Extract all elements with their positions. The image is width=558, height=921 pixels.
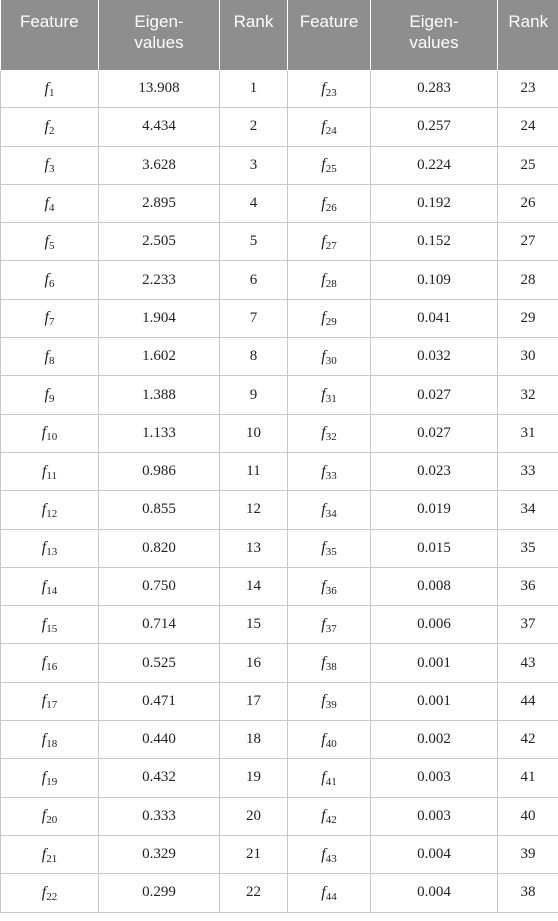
feature-index: 19 [46,775,58,788]
eigenvalue-cell: 2.895 [99,184,220,222]
feature-symbol: f [41,845,47,863]
feature-symbol: f [44,117,49,135]
rank-cell: 14 [220,567,288,605]
feature-symbol: f [44,309,49,327]
feature-index: 13 [46,546,58,559]
rank-cell: 32 [498,376,558,414]
rank-cell: 29 [498,299,558,337]
feature-symbol: f [321,577,326,595]
rank-cell: 38 [498,874,558,912]
feature-symbol: f [321,79,326,97]
feature-symbol: f [321,424,326,442]
rank-cell: 44 [498,682,558,720]
eigenvalue-cell: 2.233 [99,261,220,299]
rank-cell: 41 [498,759,558,797]
feature-symbol: f [321,768,326,786]
eigenvalue-cell: 0.027 [371,414,498,452]
rank-cell: 31 [498,414,558,452]
header-line: Eigen- [134,12,184,31]
eigenvalue-cell: 0.002 [371,721,498,759]
rank-cell: 28 [498,261,558,299]
feature-index: 24 [325,124,337,137]
feature-index: 2 [48,124,55,137]
eigenvalue-cell: 0.003 [371,797,498,835]
feature-cell [288,452,371,490]
table-row [1,759,558,797]
eigenvalue-cell: 0.023 [371,452,498,490]
eigenvalue-cell: 0.855 [99,491,220,529]
feature-index: 42 [325,814,337,827]
table-row [1,452,558,490]
eigenvalue-cell: 0.109 [371,261,498,299]
table-row [1,376,558,414]
rank-cell: 6 [220,261,288,299]
rank-cell: 25 [498,146,558,184]
eigenvalue-cell: 0.714 [99,606,220,644]
table-row [1,108,558,146]
feature-symbol: f [41,577,47,595]
feature-symbol: f [44,79,49,97]
feature-header [1,0,99,70]
feature-symbol: f [41,615,47,633]
eigenvalue-cell: 0.525 [99,644,220,682]
feature-cell [288,567,371,605]
rank-cell: 24 [498,108,558,146]
eigenvalue-cell: 0.003 [371,759,498,797]
feature-cell [288,529,371,567]
feature-cell [1,223,99,261]
feature-cell [1,108,99,146]
header-line: Eigen- [409,12,459,31]
header-line: Rank [233,12,274,31]
feature-index: 43 [325,852,337,865]
rank-cell: 35 [498,529,558,567]
feature-index: 28 [325,278,337,291]
feature-cell [288,835,371,873]
eigenvalues-header [99,0,220,70]
table-row [1,146,558,184]
rank-cell: 19 [220,759,288,797]
feature-symbol: f [41,730,47,748]
feature-cell [1,414,99,452]
feature-index: 37 [325,622,337,635]
feature-index: 9 [48,393,55,406]
eigenvalue-cell: 0.001 [371,644,498,682]
eigenvalue-cell: 0.432 [99,759,220,797]
feature-index: 1 [48,86,55,99]
feature-symbol: f [321,156,326,174]
feature-cell [288,491,371,529]
header-line: values [134,33,184,52]
rank-cell: 5 [220,223,288,261]
eigenvalue-cell: 4.434 [99,108,220,146]
feature-index: 12 [46,507,58,520]
feature-symbol: f [41,500,47,518]
eigenvalue-cell: 0.986 [99,452,220,490]
feature-cell [1,606,99,644]
rank-cell: 1 [220,70,288,108]
feature-cell [1,644,99,682]
feature-symbol: f [321,462,326,480]
feature-index: 27 [325,239,337,252]
feature-cell [288,376,371,414]
feature-symbol: f [41,539,47,557]
feature-index: 34 [325,507,337,520]
feature-index: 26 [325,201,337,214]
rank-cell: 30 [498,338,558,376]
feature-symbol: f [321,117,326,135]
feature-index: 31 [325,393,337,406]
feature-symbol: f [41,462,47,480]
feature-index: 16 [46,661,58,674]
table-row [1,721,558,759]
feature-symbol: f [321,500,326,518]
rank-cell: 3 [220,146,288,184]
feature-symbol: f [321,347,326,365]
feature-cell [1,835,99,873]
eigenvalue-cell: 1.388 [99,376,220,414]
eigenvalue-cell: 0.820 [99,529,220,567]
feature-cell [288,70,371,108]
table-body [1,70,558,912]
table-row [1,529,558,567]
rank-cell: 26 [498,184,558,222]
rank-cell: 17 [220,682,288,720]
rank-cell: 7 [220,299,288,337]
eigenvalue-cell: 0.299 [99,874,220,912]
feature-index: 39 [325,699,337,712]
feature-cell [1,682,99,720]
table-row [1,797,558,835]
feature-cell [288,797,371,835]
feature-index: 7 [48,316,55,329]
eigenvalue-cell: 0.257 [371,108,498,146]
feature-symbol: f [321,309,326,327]
rank-cell: 11 [220,452,288,490]
feature-index: 35 [325,546,337,559]
feature-cell [1,70,99,108]
feature-cell [1,184,99,222]
feature-index: 40 [325,737,337,750]
feature-cell [288,299,371,337]
feature-symbol: f [44,386,49,404]
rank-cell: 15 [220,606,288,644]
eigenvalue-cell: 0.006 [371,606,498,644]
table-row [1,682,558,720]
rank-cell: 2 [220,108,288,146]
eigenvalue-cell: 0.019 [371,491,498,529]
feature-cell [1,376,99,414]
rank-header-2 [498,0,558,70]
feature-cell [288,184,371,222]
rank-cell: 8 [220,338,288,376]
feature-symbol: f [41,883,47,901]
feature-index: 6 [48,278,55,291]
feature-symbol: f [41,424,47,442]
table-row [1,184,558,222]
feature-index: 4 [48,201,55,214]
feature-index: 33 [325,469,337,482]
feature-symbol: f [321,730,326,748]
eigenvalue-cell: 0.004 [371,835,498,873]
feature-cell [1,529,99,567]
table-row [1,567,558,605]
feature-index: 23 [325,86,337,99]
rank-header [220,0,288,70]
feature-symbol: f [321,615,326,633]
feature-cell [1,261,99,299]
rank-cell: 12 [220,491,288,529]
feature-cell [288,223,371,261]
table-row [1,70,558,108]
header-line: Feature [299,12,359,31]
eigenvalue-cell: 0.283 [371,70,498,108]
feature-symbol: f [321,807,326,825]
table-header [1,0,558,70]
feature-cell [1,721,99,759]
rank-cell: 13 [220,529,288,567]
rank-cell: 16 [220,644,288,682]
eigenvalue-cell: 0.004 [371,874,498,912]
feature-symbol: f [41,692,47,710]
eigenvalue-cell: 0.224 [371,146,498,184]
feature-cell [288,644,371,682]
feature-symbol: f [41,768,47,786]
rank-cell: 34 [498,491,558,529]
header-line: values [409,33,459,52]
rank-cell: 18 [220,721,288,759]
table-row [1,835,558,873]
feature-index: 10 [46,431,58,444]
eigenvalue-cell: 0.015 [371,529,498,567]
rank-cell: 39 [498,835,558,873]
feature-symbol: f [44,232,49,250]
rank-cell: 23 [498,70,558,108]
eigenvalue-cell: 3.628 [99,146,220,184]
feature-index: 3 [48,163,55,176]
feature-cell [1,874,99,912]
feature-index: 8 [48,354,55,367]
feature-cell [1,299,99,337]
feature-symbol: f [321,692,326,710]
table-row [1,491,558,529]
table-row [1,874,558,912]
rank-cell: 42 [498,721,558,759]
table-row [1,644,558,682]
feature-index: 14 [46,584,58,597]
rank-cell: 22 [220,874,288,912]
feature-index: 17 [46,699,58,712]
eigenvalue-cell: 0.750 [99,567,220,605]
feature-symbol: f [44,271,49,289]
table-row [1,223,558,261]
table-row [1,299,558,337]
rank-cell: 36 [498,567,558,605]
feature-index: 30 [325,354,337,367]
feature-index: 5 [48,239,55,252]
feature-cell [288,338,371,376]
eigenvalue-cell: 0.032 [371,338,498,376]
feature-index: 11 [46,469,58,482]
eigenvalue-cell: 0.027 [371,376,498,414]
eigenvalue-cell: 1.904 [99,299,220,337]
eigenvalues-header-2 [371,0,498,70]
eigenvalue-cell: 2.505 [99,223,220,261]
feature-index: 18 [46,737,58,750]
feature-symbol: f [44,194,49,212]
feature-cell [288,414,371,452]
feature-cell [288,874,371,912]
feature-symbol: f [321,539,326,557]
feature-cell [1,491,99,529]
rank-cell: 43 [498,644,558,682]
feature-cell [1,759,99,797]
feature-index: 22 [46,890,58,903]
feature-symbol: f [41,654,47,672]
feature-symbol: f [44,156,49,174]
feature-symbol: f [41,807,47,825]
feature-index: 38 [325,661,337,674]
feature-symbol: f [321,194,326,212]
feature-symbol: f [44,347,49,365]
eigenvalue-cell: 0.333 [99,797,220,835]
feature-symbol: f [321,883,326,901]
feature-index: 20 [46,814,58,827]
feature-symbol: f [321,386,326,404]
feature-symbol: f [321,232,326,250]
table-row [1,338,558,376]
feature-index: 44 [325,890,337,903]
feature-symbol: f [321,845,326,863]
eigenvalue-cell: 1.133 [99,414,220,452]
eigenvalue-cell: 0.001 [371,682,498,720]
feature-symbol: f [321,271,326,289]
rank-cell: 4 [220,184,288,222]
eigenvalue-cell: 0.152 [371,223,498,261]
header-line: Feature [19,12,79,31]
eigenvalue-cell: 0.192 [371,184,498,222]
feature-cell [1,452,99,490]
feature-cell [288,146,371,184]
eigenvalue-cell: 0.329 [99,835,220,873]
feature-index: 25 [325,163,337,176]
eigenvalue-cell: 0.041 [371,299,498,337]
feature-index: 36 [325,584,337,597]
feature-cell [288,108,371,146]
feature-cell [1,567,99,605]
eigenvalue-cell: 0.440 [99,721,220,759]
feature-index: 41 [325,775,337,788]
feature-cell [288,682,371,720]
rank-cell: 10 [220,414,288,452]
feature-cell [288,759,371,797]
rank-cell: 20 [220,797,288,835]
feature-cell [1,146,99,184]
rank-cell: 21 [220,835,288,873]
feature-cell [288,721,371,759]
eigenvalue-cell: 0.471 [99,682,220,720]
eigenvalue-cell: 1.602 [99,338,220,376]
feature-symbol: f [321,654,326,672]
feature-cell [1,338,99,376]
header-row [1,0,558,70]
feature-cell [1,797,99,835]
eigenvalue-cell: 0.008 [371,567,498,605]
rank-cell: 27 [498,223,558,261]
table-row [1,606,558,644]
rank-cell: 33 [498,452,558,490]
eigenvalue-cell: 13.908 [99,70,220,108]
feature-index: 32 [325,431,337,444]
rank-cell: 37 [498,606,558,644]
feature-index: 15 [46,622,58,635]
feature-cell [288,606,371,644]
feature-header-2 [288,0,371,70]
rank-cell: 40 [498,797,558,835]
header-line: Rank [508,12,549,31]
table-row [1,261,558,299]
rank-cell: 9 [220,376,288,414]
table-row [1,414,558,452]
feature-cell [288,261,371,299]
feature-index: 21 [46,852,58,865]
feature-index: 29 [325,316,337,329]
